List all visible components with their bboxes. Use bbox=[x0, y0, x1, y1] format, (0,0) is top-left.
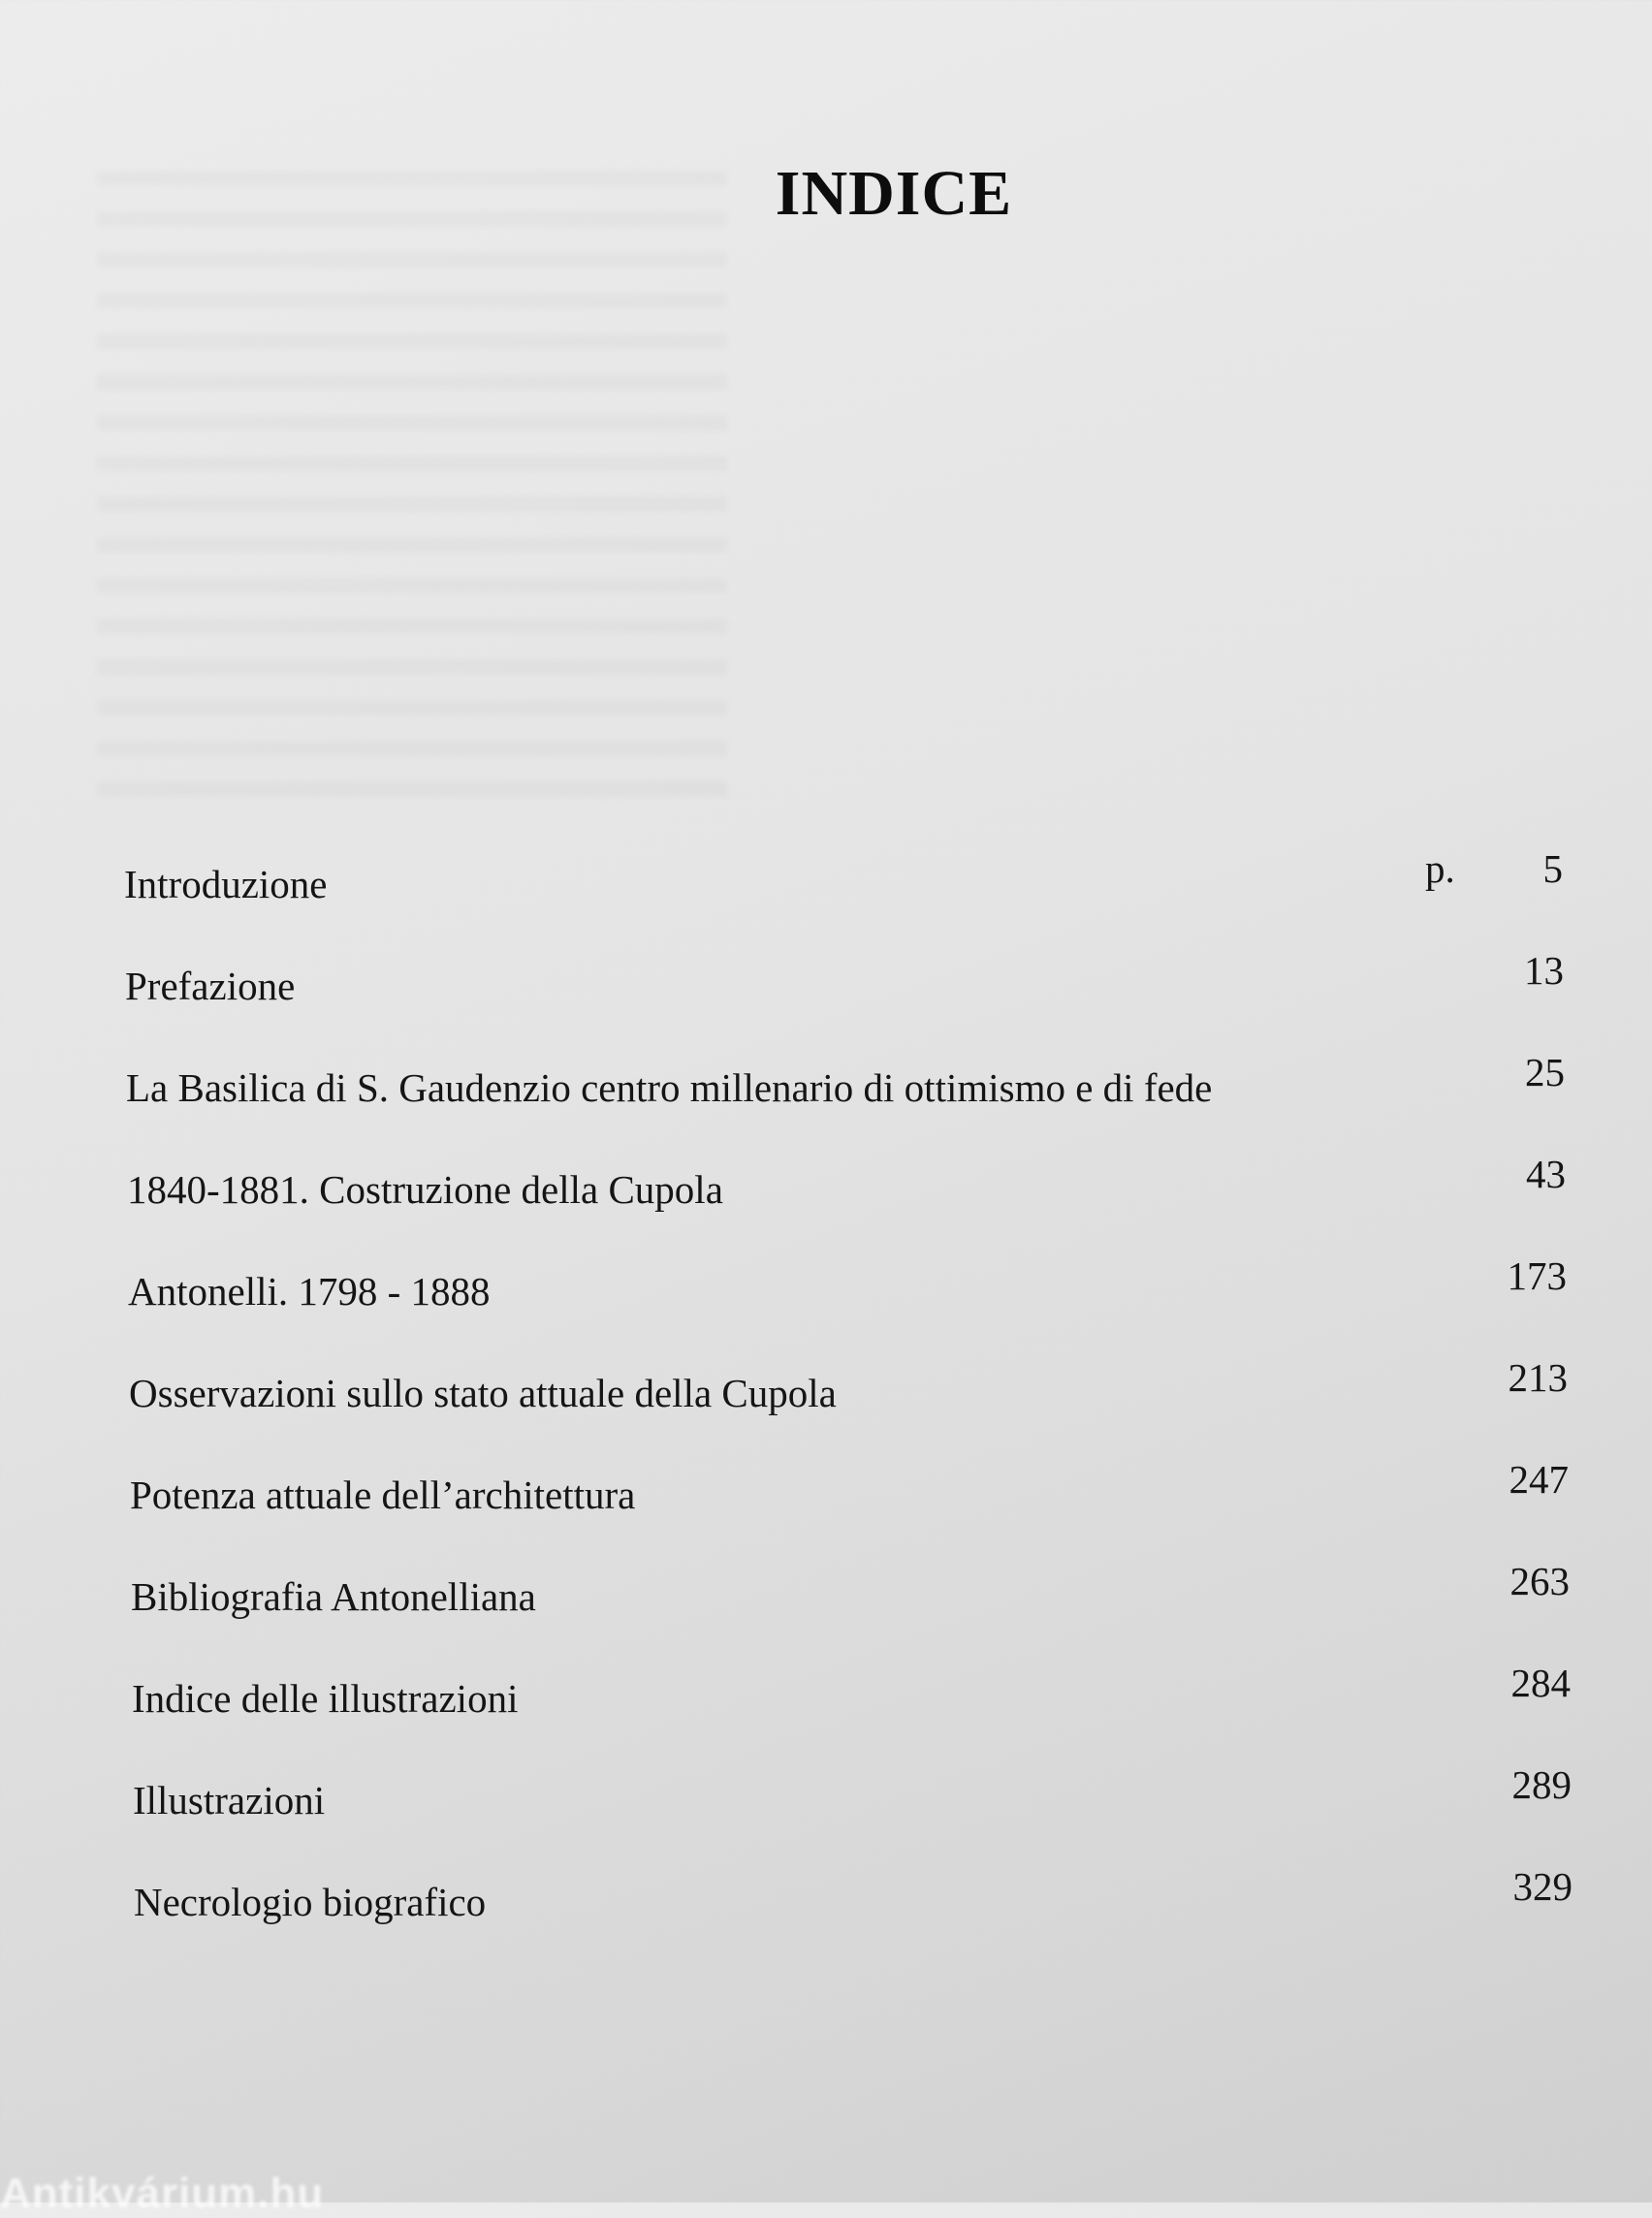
toc-entry-page: 13 bbox=[1524, 948, 1564, 993]
toc-entry-label: 1840-1881. Costruzione della Cupola bbox=[127, 1167, 723, 1212]
toc-entry-costruzione-cupola bbox=[124, 1151, 1566, 1252]
toc-entry-label: Osservazioni sullo stato attuale della Cupola bbox=[129, 1371, 837, 1415]
show-through-text bbox=[97, 145, 727, 805]
toc-entry-label: Introduzione bbox=[124, 862, 328, 906]
toc-entry-label: Necrologio biografico bbox=[134, 1880, 487, 1924]
toc-entry-page: 247 bbox=[1509, 1457, 1569, 1502]
watermark: Antikvárium.hu bbox=[0, 2170, 325, 2217]
toc-entry-potenza bbox=[124, 1456, 1569, 1558]
toc-entry-label: Prefazione bbox=[125, 964, 296, 1008]
toc-entry-page: 329 bbox=[1512, 1864, 1573, 1909]
toc-entry-necrologio bbox=[124, 1863, 1573, 1965]
toc-entry-label: Antonelli. 1798 - 1888 bbox=[128, 1269, 491, 1314]
toc-entry-page: 43 bbox=[1526, 1152, 1566, 1196]
toc-entry-illustrazioni bbox=[124, 1761, 1572, 1863]
page-title: INDICE bbox=[775, 158, 1013, 229]
toc-entry-bibliografia bbox=[124, 1558, 1570, 1660]
toc-entry-indice-illustrazioni bbox=[124, 1660, 1571, 1761]
toc-entry-page: 284 bbox=[1510, 1661, 1571, 1705]
toc-entry-prefazione bbox=[124, 947, 1564, 1049]
toc-entry-label: Illustrazioni bbox=[133, 1778, 326, 1822]
toc-entry-page: 5 bbox=[1542, 846, 1563, 891]
toc-entry-basilica bbox=[124, 1049, 1565, 1151]
toc-entry-antonelli bbox=[124, 1252, 1567, 1354]
toc-entry-page: 173 bbox=[1507, 1253, 1567, 1298]
page-prefix: p. bbox=[1425, 846, 1455, 891]
toc-entry-osservazioni bbox=[124, 1354, 1568, 1456]
toc-entry-introduzione bbox=[124, 845, 1563, 947]
toc-entry-label: Potenza attuale dell’architettura bbox=[130, 1473, 636, 1517]
toc-entry-label: La Basilica di S. Gaudenzio centro millenario di ottimismo e di fede bbox=[126, 1065, 1213, 1110]
toc-entry-page: 25 bbox=[1525, 1050, 1565, 1094]
toc-entry-page: 263 bbox=[1509, 1559, 1570, 1603]
toc-entry-page: 289 bbox=[1511, 1762, 1572, 1807]
table-of-contents bbox=[124, 845, 1573, 1965]
toc-entry-page: 213 bbox=[1508, 1355, 1568, 1400]
toc-entry-label: Bibliografia Antonelliana bbox=[131, 1574, 536, 1619]
toc-entry-label: Indice delle illustrazioni bbox=[132, 1676, 519, 1721]
